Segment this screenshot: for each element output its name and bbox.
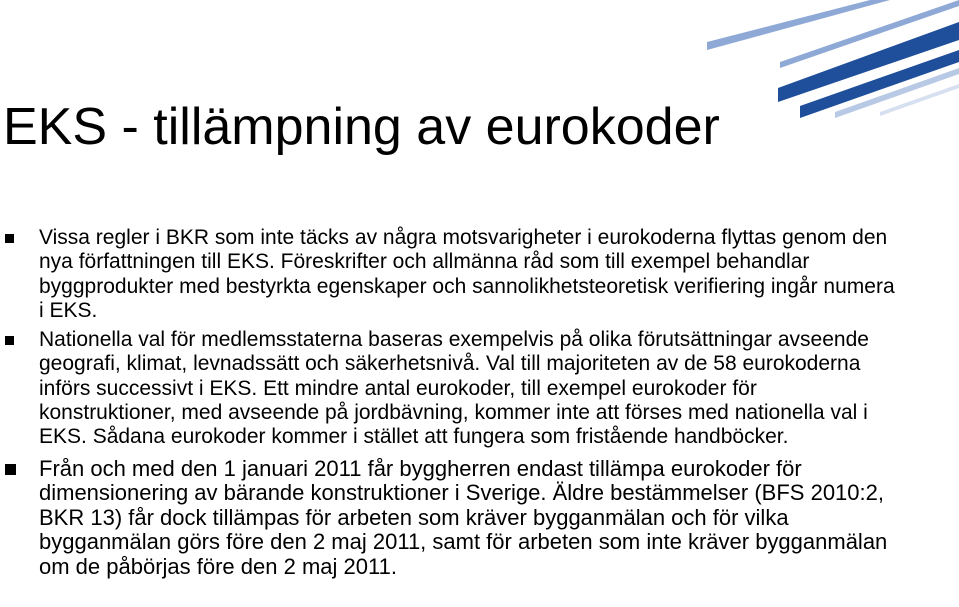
stripe-light-4 bbox=[880, 84, 959, 116]
square-bullet-icon bbox=[5, 234, 14, 243]
bullet-item bbox=[0, 226, 959, 323]
bullet-list bbox=[0, 226, 959, 583]
bullet-text: Från och med den 1 januari 2011 får byggherren endast tillämpa eurokoder för dimensionering av bärande konstruktioner i Sverige. Äldre bestämmelser (BFS 2010:2, BKR 13) får dock tillämpas för arbeten som kräver bygganmälan och för vilka bygganmälan görs före den 2 maj 2011, samt för arbeten som inte kräver bygganmälan om de påbörjas före den 2 maj 2011. bbox=[39, 455, 888, 580]
stripe-dark-1 bbox=[778, 22, 959, 102]
stripe-light-2 bbox=[780, 0, 959, 68]
bullet-item bbox=[0, 328, 959, 449]
stripe-light-3 bbox=[835, 68, 959, 118]
stripe-dark-2 bbox=[800, 50, 959, 118]
square-bullet-icon bbox=[5, 464, 16, 475]
bullet-text: Nationella val för medlemsstaterna baseras exempelvis på olika förutsättningar avseende geografi, klimat, levnadssätt och säkerhetsnivå. Val till majoriteten av de 58 eurokoderna införs successivt i EKS. Ett mindre antal eurokoder, till exempel eurokoder för konstruktioner, med avseende på jordbävning, kommer inte att förses med nationella val i EKS. Sådana eurokoder kommer i stället att fungera som fristående handböcker. bbox=[39, 328, 869, 449]
square-bullet-icon bbox=[5, 336, 14, 345]
slide-title: EKS - tillämpning av eurokoder bbox=[3, 98, 720, 156]
bullet-text: Vissa regler i BKR som inte täcks av några motsvarigheter i eurokoderna flyttas genom den nya författningen till EKS. Föreskrifter och allmänna råd som till exempel behandlar byggprodukter med bestyrkta egenskaper och sannolikhetsteoretisk verifiering ingår numera i EKS. bbox=[39, 226, 895, 322]
stripe-light-1 bbox=[707, 0, 890, 50]
bullet-item bbox=[0, 457, 959, 580]
